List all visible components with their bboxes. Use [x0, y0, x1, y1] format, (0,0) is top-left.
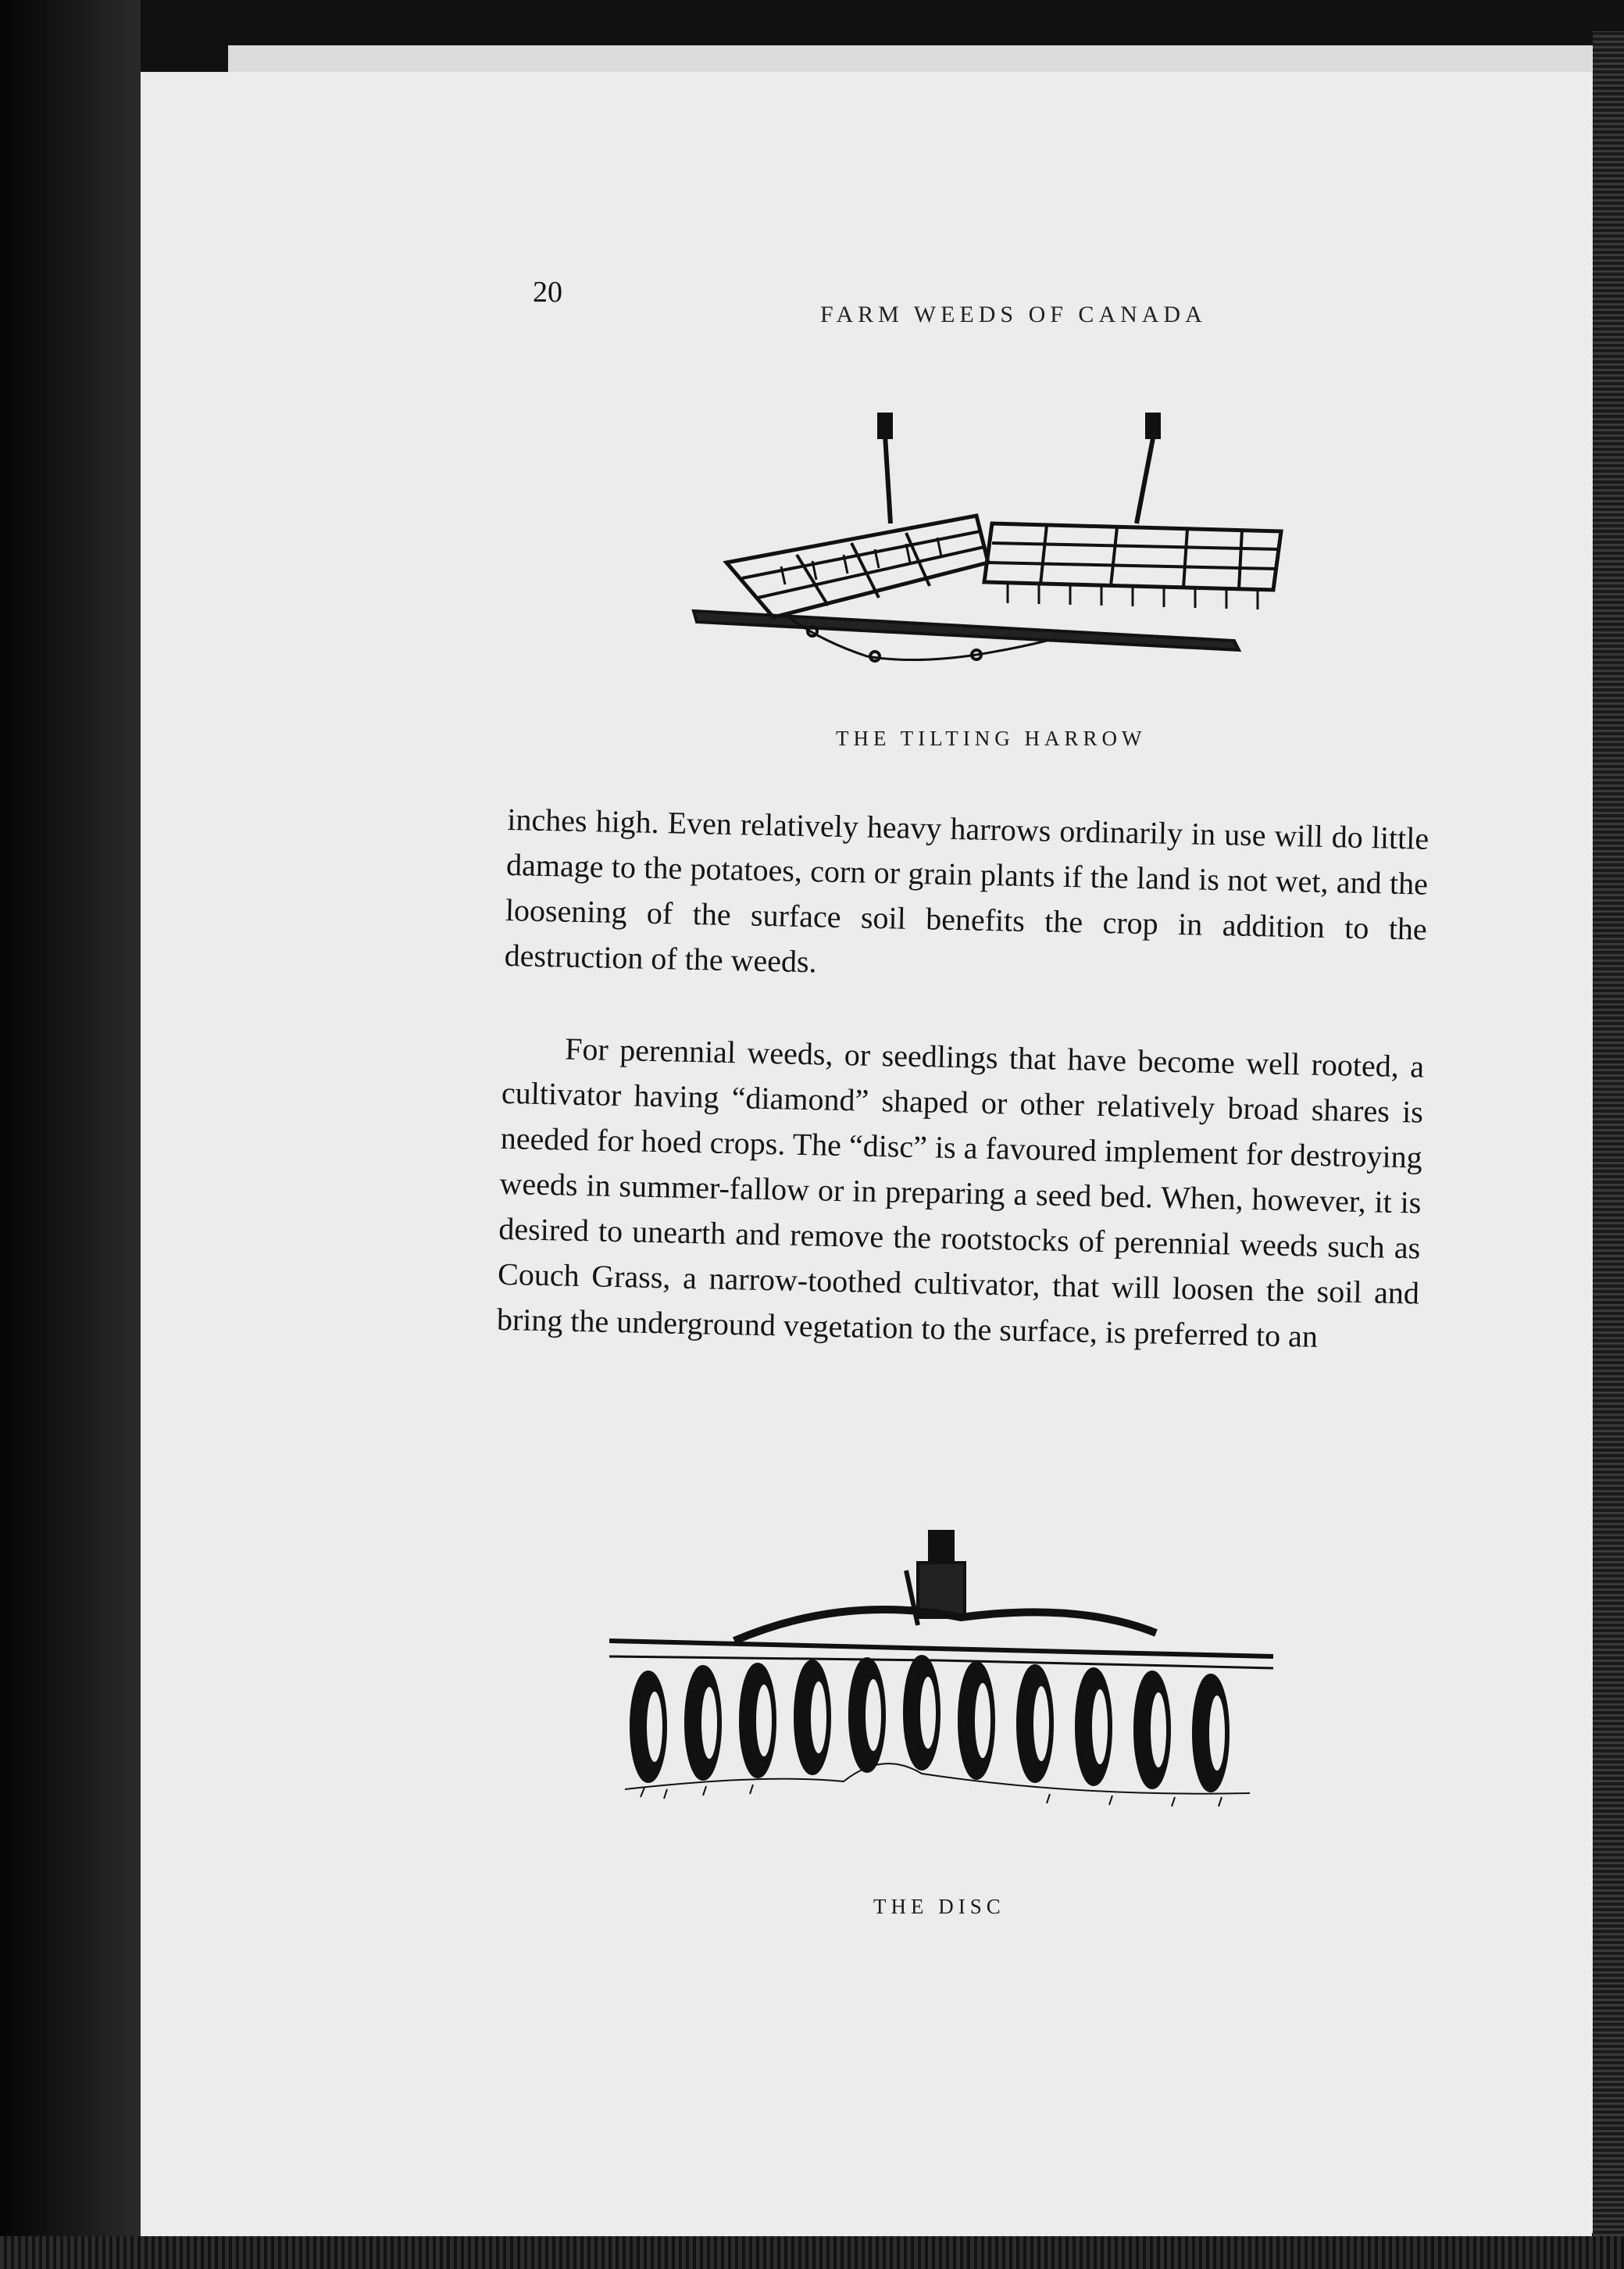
- paragraph: For perennial weeds, or seedlings that have become well rooted, a cultivator having “diamond” shaped or other relatively broad shares is needed for hoed crops. The “disc” is a favoured implement for destroying weeds in summer-fallow or in preparing a seed bed. When, however, it is desired to unearth and remove the rootstocks of perennial weeds such as Couch Grass, a narrow-toothed cultivator, that will loosen the soil and bring the underground vegetation to the surface, is preferred to an: [496, 1031, 1425, 1354]
- tilting-harrow-illustration: [680, 406, 1305, 672]
- scan-edge-right: [1593, 31, 1624, 2269]
- paragraph: inches high. Even relatively heavy harrows ordinarily in use will do little damage to the potatoes, corn or grain plants if the land is not wet, and the loosening of the surface soil benefits the crop in addition to the destruction of the weeds.: [504, 801, 1429, 980]
- figure-caption-disc: THE DISC: [873, 1895, 1005, 1918]
- running-title: FARM WEEDS OF CANADA: [820, 302, 1207, 327]
- disc-harrow-illustration: [609, 1516, 1273, 1844]
- scan-shadow-left: [0, 0, 141, 2269]
- figure-caption-tilting-harrow: THE TILTING HARROW: [836, 727, 1147, 750]
- body-text: [495, 797, 1429, 1409]
- page-number: 20: [533, 276, 562, 309]
- scan-edge-bottom: [0, 2236, 1624, 2269]
